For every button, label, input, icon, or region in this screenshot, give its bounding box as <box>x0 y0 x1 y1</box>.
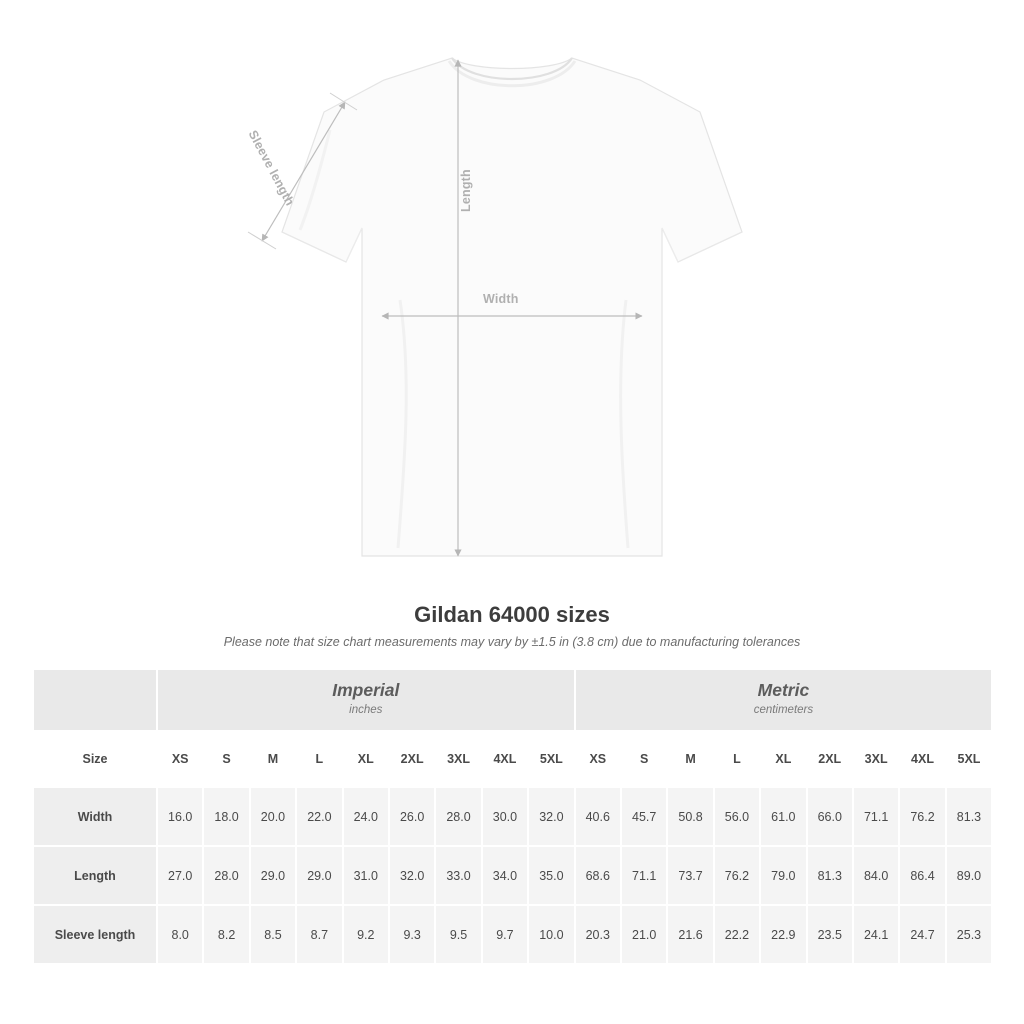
cell-width-imperial-s: 18.0 <box>203 787 249 846</box>
unit-group-subtitle: inches <box>349 704 383 717</box>
size-header-cell-4xl: 4XL <box>899 731 945 787</box>
table-row <box>33 846 992 905</box>
size-header-cell-5xl: 5XL <box>528 731 574 787</box>
cell-length-metric-4xl: 86.4 <box>899 846 945 905</box>
size-header-cell-xl: XL <box>760 731 806 787</box>
unit-group-header-row <box>33 669 992 731</box>
size-header-cell-m: M <box>250 731 296 787</box>
size-header-cell-l: L <box>714 731 760 787</box>
size-header-cell-s: S <box>203 731 249 787</box>
size-chart-table <box>32 668 993 965</box>
cell-length-imperial-xl: 31.0 <box>343 846 389 905</box>
size-header-cell-xs: XS <box>575 731 621 787</box>
cell-sleeve-length-imperial-l: 8.7 <box>296 905 342 964</box>
row-label-sleeve-length: Sleeve length <box>33 905 157 964</box>
width-label: Width <box>483 292 519 306</box>
unit-group-metric <box>575 669 993 731</box>
cell-length-imperial-4xl: 34.0 <box>482 846 528 905</box>
cell-length-metric-5xl: 89.0 <box>946 846 993 905</box>
cell-width-imperial-xs: 16.0 <box>157 787 203 846</box>
sleeve-length-label: Sleeve length <box>245 128 298 209</box>
cell-sleeve-length-metric-s: 21.0 <box>621 905 667 964</box>
cell-width-imperial-xl: 24.0 <box>343 787 389 846</box>
cell-width-imperial-4xl: 30.0 <box>482 787 528 846</box>
cell-sleeve-length-metric-m: 21.6 <box>667 905 713 964</box>
cell-sleeve-length-metric-4xl: 24.7 <box>899 905 945 964</box>
row-label-width: Width <box>33 787 157 846</box>
size-header-label: Size <box>33 731 157 787</box>
cell-width-metric-5xl: 81.3 <box>946 787 993 846</box>
cell-length-imperial-2xl: 32.0 <box>389 846 435 905</box>
cell-width-imperial-5xl: 32.0 <box>528 787 574 846</box>
cell-length-metric-m: 73.7 <box>667 846 713 905</box>
cell-length-imperial-3xl: 33.0 <box>435 846 481 905</box>
unit-group-imperial <box>157 669 575 731</box>
cell-sleeve-length-metric-xl: 22.9 <box>760 905 806 964</box>
cell-length-metric-xl: 79.0 <box>760 846 806 905</box>
size-header-cell-m: M <box>667 731 713 787</box>
cell-length-metric-2xl: 81.3 <box>807 846 853 905</box>
cell-width-metric-xs: 40.6 <box>575 787 621 846</box>
size-header-cell-xl: XL <box>343 731 389 787</box>
cell-length-metric-l: 76.2 <box>714 846 760 905</box>
cell-sleeve-length-imperial-4xl: 9.7 <box>482 905 528 964</box>
size-header-cell-5xl: 5XL <box>946 731 993 787</box>
cell-sleeve-length-metric-xs: 20.3 <box>575 905 621 964</box>
size-header-cell-l: L <box>296 731 342 787</box>
unit-group-subtitle: centimeters <box>753 704 814 717</box>
size-header-cell-s: S <box>621 731 667 787</box>
cell-sleeve-length-imperial-5xl: 10.0 <box>528 905 574 964</box>
size-header-cell-3xl: 3XL <box>435 731 481 787</box>
size-header-row <box>33 731 992 787</box>
cell-sleeve-length-imperial-3xl: 9.5 <box>435 905 481 964</box>
cell-width-metric-s: 45.7 <box>621 787 667 846</box>
cell-sleeve-length-metric-3xl: 24.1 <box>853 905 899 964</box>
cell-sleeve-length-metric-l: 22.2 <box>714 905 760 964</box>
table-row <box>33 787 992 846</box>
cell-length-metric-3xl: 84.0 <box>853 846 899 905</box>
table-row <box>33 905 992 964</box>
cell-width-imperial-l: 22.0 <box>296 787 342 846</box>
cell-width-metric-4xl: 76.2 <box>899 787 945 846</box>
size-header-cell-2xl: 2XL <box>807 731 853 787</box>
size-chart-table-wrapper <box>32 668 992 965</box>
cell-width-metric-m: 50.8 <box>667 787 713 846</box>
cell-sleeve-length-metric-5xl: 25.3 <box>946 905 993 964</box>
cell-sleeve-length-imperial-xl: 9.2 <box>343 905 389 964</box>
size-header-cell-4xl: 4XL <box>482 731 528 787</box>
cell-length-metric-xs: 68.6 <box>575 846 621 905</box>
length-label: Length <box>459 169 473 212</box>
cell-width-imperial-2xl: 26.0 <box>389 787 435 846</box>
size-header-cell-xs: XS <box>157 731 203 787</box>
cell-width-metric-2xl: 66.0 <box>807 787 853 846</box>
size-header-cell-2xl: 2XL <box>389 731 435 787</box>
cell-length-metric-s: 71.1 <box>621 846 667 905</box>
cell-length-imperial-5xl: 35.0 <box>528 846 574 905</box>
cell-sleeve-length-imperial-2xl: 9.3 <box>389 905 435 964</box>
cell-length-imperial-xs: 27.0 <box>157 846 203 905</box>
cell-width-metric-3xl: 71.1 <box>853 787 899 846</box>
cell-length-imperial-m: 29.0 <box>250 846 296 905</box>
page-title: Gildan 64000 sizes <box>414 602 610 627</box>
sleeve-length-tick-bottom <box>248 232 276 249</box>
shirt-body <box>282 58 742 556</box>
cell-sleeve-length-metric-2xl: 23.5 <box>807 905 853 964</box>
size-header-cell-3xl: 3XL <box>853 731 899 787</box>
row-label-length: Length <box>33 846 157 905</box>
cell-sleeve-length-imperial-s: 8.2 <box>203 905 249 964</box>
cell-length-imperial-s: 28.0 <box>203 846 249 905</box>
cell-width-imperial-3xl: 28.0 <box>435 787 481 846</box>
cell-width-imperial-m: 20.0 <box>250 787 296 846</box>
group-header-spacer <box>33 669 157 731</box>
cell-sleeve-length-imperial-m: 8.5 <box>250 905 296 964</box>
unit-group-title: Metric <box>757 680 810 701</box>
cell-length-imperial-l: 29.0 <box>296 846 342 905</box>
unit-group-title: Imperial <box>332 680 400 701</box>
cell-sleeve-length-imperial-xs: 8.0 <box>157 905 203 964</box>
cell-width-metric-l: 56.0 <box>714 787 760 846</box>
page-subtitle: Please note that size chart measurements may vary by ±1.5 in (3.8 cm) due to manufacturing tolerances <box>223 635 801 649</box>
cell-width-metric-xl: 61.0 <box>760 787 806 846</box>
